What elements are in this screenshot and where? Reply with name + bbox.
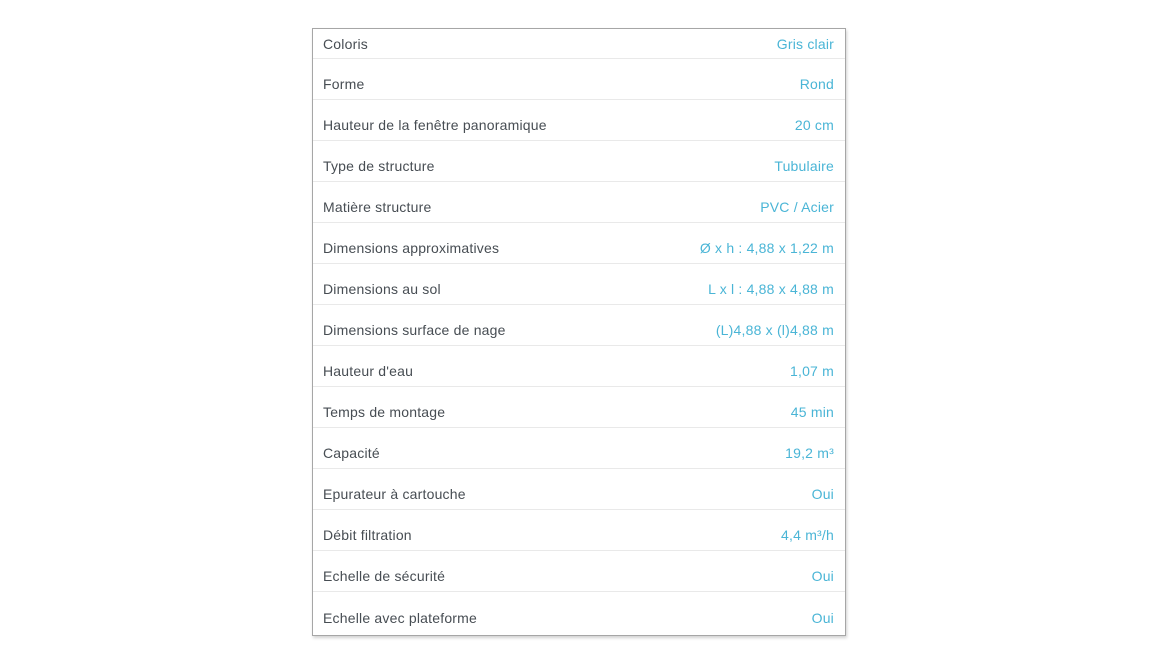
- spec-value: Ø x h : 4,88 x 1,22 m: [699, 239, 834, 256]
- spec-value: 45 min: [790, 403, 834, 420]
- spec-value: Tubulaire: [774, 157, 834, 174]
- spec-value: 20 cm: [794, 116, 834, 133]
- spec-label: Dimensions au sol: [323, 280, 441, 297]
- spec-label: Hauteur de la fenêtre panoramique: [323, 116, 547, 133]
- spec-row: [313, 141, 845, 182]
- spec-value: Oui: [811, 610, 834, 626]
- spec-row: [313, 182, 845, 223]
- spec-row: [313, 264, 845, 305]
- spec-label: Coloris: [323, 35, 368, 52]
- spec-row: [313, 387, 845, 428]
- spec-row: [313, 29, 845, 59]
- spec-row: [313, 551, 845, 592]
- spec-value: Oui: [811, 567, 834, 584]
- spec-value: Oui: [811, 485, 834, 502]
- spec-label: Matière structure: [323, 198, 432, 215]
- spec-value: PVC / Acier: [760, 198, 834, 215]
- spec-label: Hauteur d'eau: [323, 362, 414, 379]
- spec-row: [313, 305, 845, 346]
- spec-row: [313, 592, 845, 635]
- spec-label: Dimensions approximatives: [323, 239, 500, 256]
- spec-row: [313, 428, 845, 469]
- spec-value: 19,2 m³: [785, 444, 834, 461]
- spec-value: Rond: [799, 75, 834, 92]
- spec-value: 1,07 m: [790, 362, 834, 379]
- spec-label: Temps de montage: [323, 403, 446, 420]
- spec-label: Débit filtration: [323, 526, 412, 543]
- spec-row: [313, 223, 845, 264]
- spec-table: [312, 28, 846, 636]
- spec-value: L x l : 4,88 x 4,88 m: [708, 280, 834, 297]
- spec-value: (L)4,88 x (l)4,88 m: [715, 321, 834, 338]
- spec-label: Type de structure: [323, 157, 435, 174]
- spec-row: [313, 469, 845, 510]
- spec-label: Capacité: [323, 444, 380, 461]
- spec-row: [313, 510, 845, 551]
- spec-row: [313, 59, 845, 100]
- spec-label: Echelle avec plateforme: [323, 610, 478, 626]
- spec-row: [313, 346, 845, 387]
- spec-value: Gris clair: [776, 35, 834, 52]
- spec-value: 4,4 m³/h: [781, 526, 834, 543]
- spec-row: [313, 100, 845, 141]
- spec-label: Forme: [323, 75, 365, 92]
- spec-label: Echelle de sécurité: [323, 567, 446, 584]
- spec-label: Dimensions surface de nage: [323, 321, 506, 338]
- spec-label: Epurateur à cartouche: [323, 485, 466, 502]
